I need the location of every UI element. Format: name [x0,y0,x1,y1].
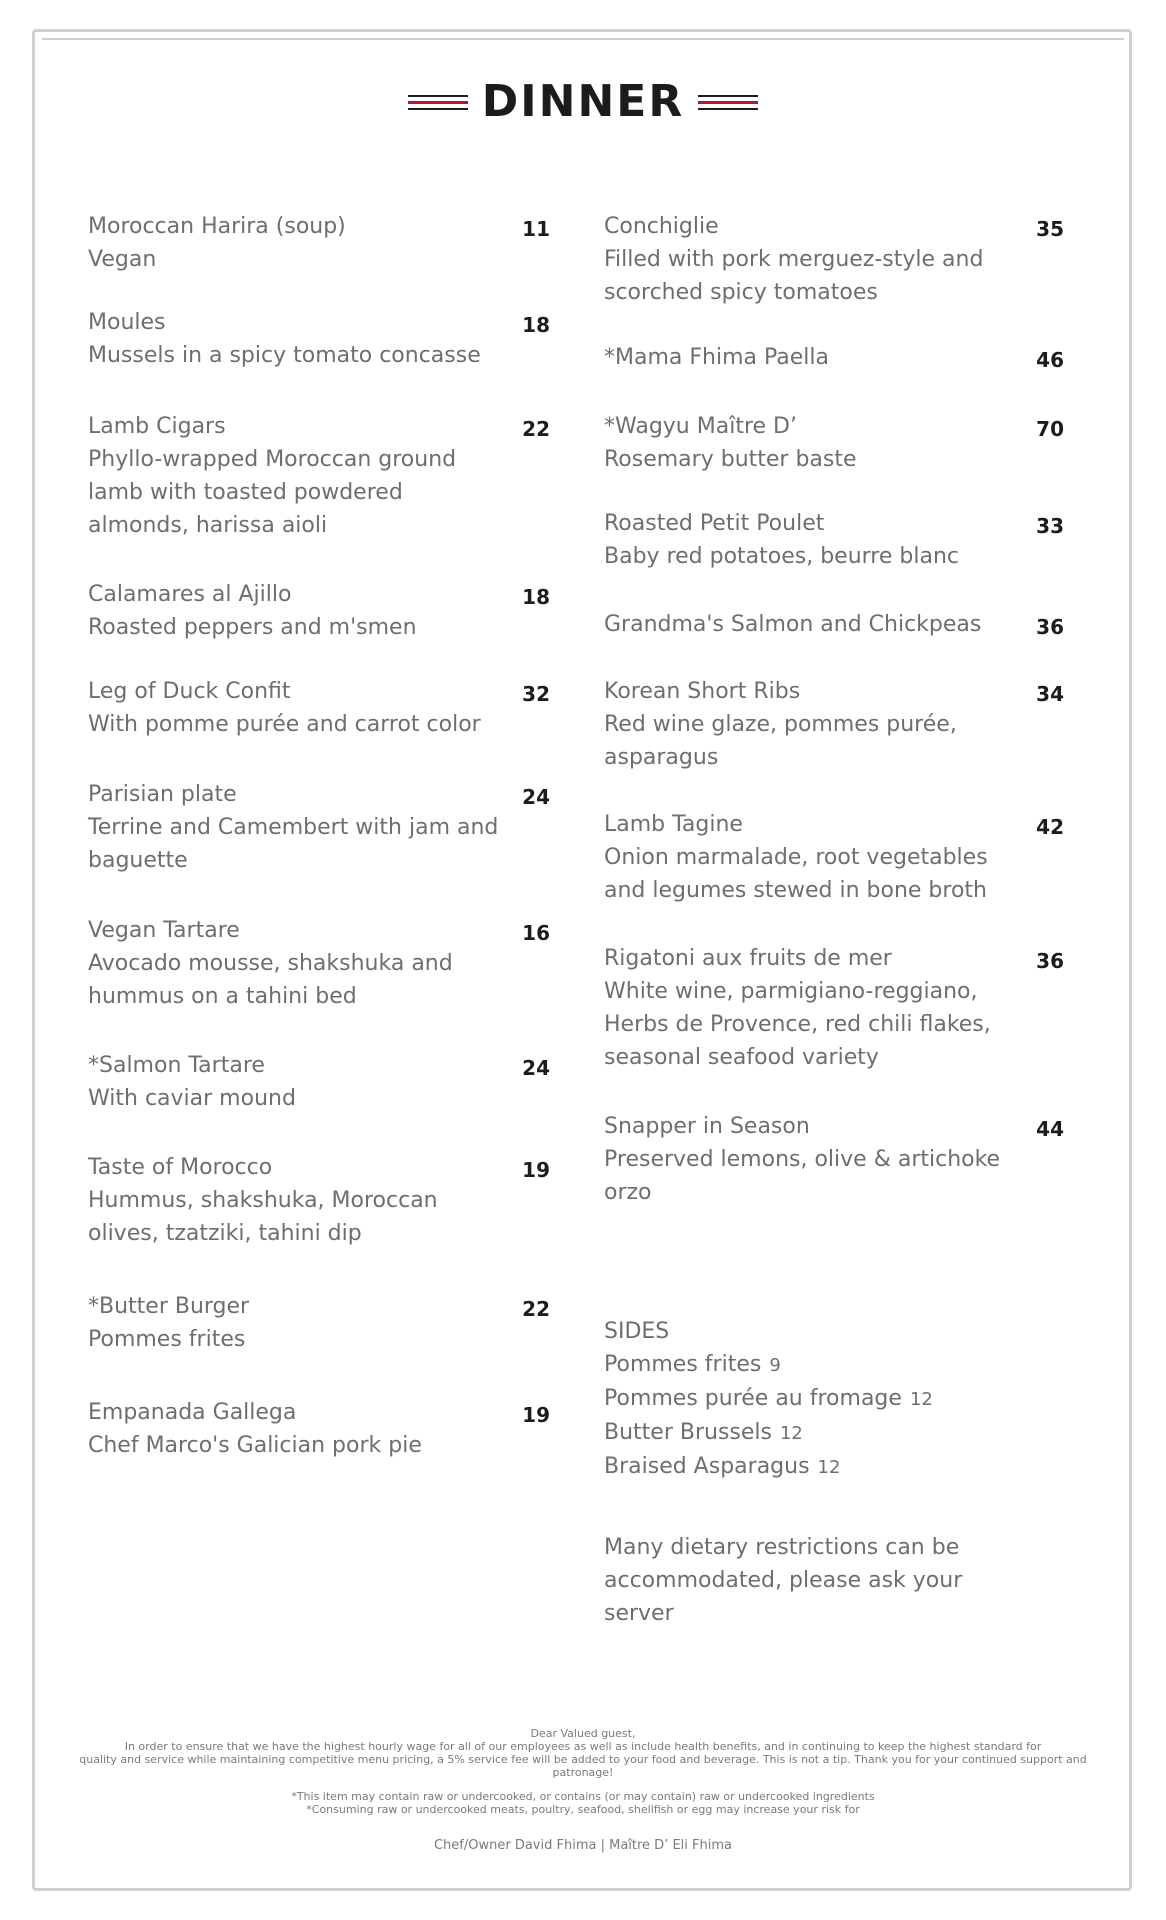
item-name: Grandma's Salmon and Chickpeas [604,612,982,637]
item-name: Parisian plate [88,782,237,807]
menu-header [0,76,1166,127]
item-name: Empanada Gallega [88,1400,297,1425]
sides-heading: SIDES [604,1319,670,1344]
item-price: 24 [522,785,550,809]
menu-item [88,410,550,542]
side-name: Pommes frites [604,1352,762,1377]
item-description: Rosemary butter baste [604,447,857,472]
item-price: 22 [522,417,550,441]
side-price: 9 [769,1355,781,1376]
sides-section [604,1315,1064,1484]
item-price: 32 [522,682,550,706]
item-name: *Salmon Tartare [88,1053,265,1078]
item-price: 18 [522,585,550,609]
item-description: Pommes frites [88,1327,246,1352]
side-name: Pommes purée au fromage [604,1386,902,1411]
item-name: Conchiglie [604,214,719,239]
item-price: 44 [1036,1117,1064,1141]
top-divider [42,38,1124,40]
side-item [604,1416,1064,1450]
item-name: Snapper in Season [604,1114,810,1139]
item-description: Preserved lemons, olive & artichoke orzo [604,1147,1001,1205]
footer-disclaimer: *This item may contain raw or undercooked, or contains (or may contain) raw or undercooked ingredients [291,1790,875,1803]
menu-item [604,608,1064,641]
item-description: Baby red potatoes, beurre blanc [604,544,959,569]
menu-item [88,1049,550,1115]
item-name: Roasted Petit Poulet [604,511,825,536]
item-price: 16 [522,921,550,945]
menu-item [604,507,1064,573]
title-ornament-right [698,95,758,110]
page-title: DINNER [481,76,685,127]
item-description: Mussels in a spicy tomato concasse [88,343,481,368]
item-price: 35 [1036,217,1064,241]
side-name: Braised Asparagus [604,1454,810,1479]
footer-disclaimer: *Consuming raw or undercooked meats, poultry, seafood, shellfish or egg may increase your risk for [306,1803,860,1816]
item-description: Phyllo-wrapped Moroccan ground lamb with toasted powdered almonds, harissa aioli [88,447,457,538]
menu-item [604,675,1064,774]
item-price: 22 [522,1297,550,1321]
menu-item [88,1290,550,1356]
side-item [604,1382,1064,1416]
side-price: 12 [909,1389,933,1410]
chef-credits: Chef/Owner David Fhima | Maître D’ Eli Fhima [433,1838,732,1853]
service-fee-notice [50,1727,1116,1816]
item-name: *Wagyu Maître D’ [604,414,797,439]
left-menu-column [88,210,550,1462]
item-price: 42 [1036,815,1064,839]
item-price: 34 [1036,682,1064,706]
item-price: 70 [1036,417,1064,441]
item-name: Moroccan Harira (soup) [88,214,346,239]
item-price: 46 [1036,348,1064,372]
menu-item [88,578,550,644]
item-description: Filled with pork merguez-style and scorched spicy tomatoes [604,247,984,305]
item-description: Vegan [88,247,157,272]
item-name: Lamb Cigars [88,414,226,439]
menu-item [88,914,550,1013]
item-name: Moules [88,310,166,335]
menu-item [88,778,550,877]
menu-item [604,1110,1064,1209]
item-description: Red wine glaze, pommes purée, asparagus [604,712,957,770]
item-price: 19 [522,1403,550,1427]
item-price: 33 [1036,514,1064,538]
menu-item [604,210,1064,309]
footer-line: In order to ensure that we have the highest hourly wage for all of our employees as well as include health benefits, and in continuing to keep the highest standard for [124,1740,1042,1753]
item-description: Roasted peppers and m'smen [88,615,417,640]
item-name: Vegan Tartare [88,918,240,943]
item-description: Chef Marco's Galician pork pie [88,1433,422,1458]
side-item [604,1450,1064,1484]
item-price: 36 [1036,615,1064,639]
side-name: Butter Brussels [604,1420,772,1445]
item-price: 24 [522,1056,550,1080]
title-ornament-left [408,95,468,110]
item-description: Onion marmalade, root vegetables and legumes stewed in bone broth [604,845,988,903]
item-name: *Butter Burger [88,1294,250,1319]
item-name: Taste of Morocco [88,1155,273,1180]
menu-item [88,306,550,372]
item-price: 18 [522,313,550,337]
item-name: *Mama Fhima Paella [604,345,829,370]
menu-item [88,675,550,741]
dietary-note: Many dietary restrictions can be accommodated, please ask your server [604,1535,963,1626]
item-name: Lamb Tagine [604,812,743,837]
menu-item [604,341,1064,374]
item-description: With caviar mound [88,1086,296,1111]
menu-item [88,1151,550,1250]
side-price: 12 [817,1457,841,1478]
item-name: Korean Short Ribs [604,679,801,704]
item-description: Terrine and Camembert with jam and baguette [88,815,499,873]
item-description: Avocado mousse, shakshuka and hummus on a tahini bed [88,951,453,1009]
footer-line: quality and service while maintaining competitive menu pricing, a 5% service fee will be added to your food and beverage. This is not a tip. Thank you for your continued support and patronage! [79,1753,1087,1779]
menu-item [88,210,550,276]
item-price: 19 [522,1158,550,1182]
right-menu-column [604,210,1064,1630]
menu-item [604,410,1064,476]
menu-item [604,808,1064,907]
item-name: Calamares al Ajillo [88,582,292,607]
menu-item [88,1396,550,1462]
menu-item [604,942,1064,1074]
item-description: Hummus, shakshuka, Moroccan olives, tzatziki, tahini dip [88,1188,438,1246]
item-price: 36 [1036,949,1064,973]
item-price: 11 [522,217,550,241]
item-description: White wine, parmigiano-reggiano, Herbs de Provence, red chili flakes, seasonal seafood variety [604,979,991,1070]
item-name: Leg of Duck Confit [88,679,291,704]
side-item [604,1348,1064,1382]
item-description: With pomme purée and carrot color [88,712,481,737]
footer-greeting: Dear Valued guest, [530,1727,636,1740]
item-name: Rigatoni aux fruits de mer [604,946,892,971]
side-price: 12 [779,1423,803,1444]
